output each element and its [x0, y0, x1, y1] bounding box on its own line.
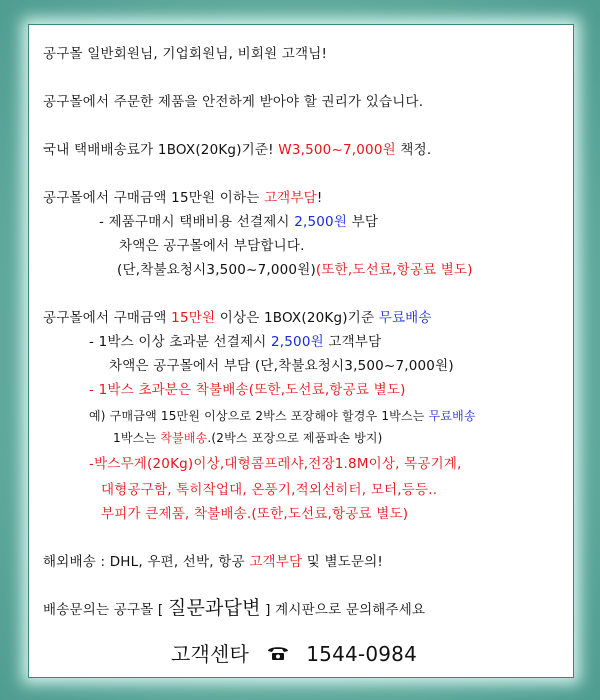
domestic-fee-line — [43, 141, 431, 159]
overseas-line — [43, 553, 383, 571]
domestic-price: W3,500~7,000원 — [278, 142, 396, 158]
inquiry-suffix: ] 계시판으로 문의해주세요 — [265, 602, 426, 618]
customer-center-label: 고객센타 — [171, 642, 250, 666]
under-l2-suffix: 부담 — [351, 214, 379, 230]
under-l1-prefix: 공구몰에서 구매금액 15만원 이하는 — [43, 190, 260, 206]
over-line-9: 부피가 큰제품, 착불배송.(또한,도선료,항공료 별도) — [101, 506, 409, 522]
under-l2-prefix: - 제품구매시 택배비용 선결제시 — [99, 214, 290, 230]
under-l1-suffix: ! — [316, 190, 323, 206]
overseas-prefix: 해외배송 : DHL, 우편, 선박, 항공 — [43, 554, 245, 570]
over-line-5 — [89, 407, 476, 425]
over-l1-threshold: 15만원 — [171, 310, 216, 326]
over-l6-cod: 착불배송 — [160, 431, 208, 445]
over-line-7: -박스무게(20Kg)이상,대형콤프레샤,전장1.8M이상, 목공기계, — [89, 456, 462, 472]
over-l1-free-shipping: 무료배송 — [378, 310, 432, 326]
phone-number[interactable]: 1544-0984 — [306, 642, 418, 666]
over-l5-example: 예) 구매금액 15만원 이상으로 2박스 포장해야 할경우 1박스는 — [89, 409, 425, 423]
over-l1-a: 공구몰에서 구매금액 — [43, 310, 167, 326]
over-l2-prefix: - 1박스 이상 초과분 선결제시 — [89, 334, 267, 350]
under-l4-cod-note: (단,착불요청시3,500~7,000원) — [117, 262, 316, 278]
shipping-notice-panel — [28, 24, 574, 678]
customer-center-line — [171, 642, 418, 666]
intro-text: 공구몰에서 주문한 제품을 안전하게 받아야 할 권리가 있습니다. — [43, 94, 424, 110]
under-l1-customer-charge: 고객부담 — [263, 190, 317, 206]
over-l2-amount: 2,500원 — [270, 334, 324, 350]
over-line-1 — [43, 309, 432, 327]
over-line-4: - 1박스 초과분은 착불배송(또한,도선료,항공료 별도) — [89, 382, 406, 398]
over-line-3: 차액은 공구몰에서 부담 (단,착불요청시3,500~7,000원) — [109, 358, 454, 374]
under-l2-amount: 2,500원 — [294, 214, 348, 230]
inquiry-line — [43, 599, 425, 619]
qna-board-link[interactable]: 질문과답변 — [167, 597, 261, 619]
overseas-suffix: 및 별도문의! — [306, 554, 384, 570]
greeting: 공구몰 일반회원님, 기업회원님, 비회원 고객님! — [43, 46, 328, 62]
over-l6-a: 1박스는 — [113, 431, 157, 445]
overseas-customer-charge: 고객부담 — [249, 554, 303, 570]
domestic-suffix: 책정. — [400, 142, 432, 158]
telephone-icon — [266, 645, 290, 663]
over-line-8: 대형공구함, 톡히작업대, 온풍기,적외선히터, 모터,등등.. — [101, 482, 438, 498]
under-line-4 — [117, 261, 473, 279]
under-line-1 — [43, 189, 323, 207]
under-line-2 — [99, 213, 378, 231]
over-line-6 — [113, 429, 383, 447]
under-line-3: 차액은 공구몰에서 부담합니다. — [119, 238, 305, 254]
over-l5-free-shipping: 무료배송 — [428, 409, 476, 423]
over-l6-b: .(2박스 포장으로 제품파손 방지) — [207, 431, 383, 445]
inquiry-prefix: 배송문의는 공구몰 [ — [43, 602, 164, 618]
over-l2-suffix: 고객부담 — [328, 334, 382, 350]
over-l1-b: 이상은 1BOX(20Kg)기준 — [219, 310, 375, 326]
under-l4-extra-fees: (또한,도선료,항공료 별도) — [315, 262, 473, 278]
domestic-prefix: 국내 택배배송료가 1BOX(20Kg)기준! — [43, 142, 274, 158]
over-line-2 — [89, 333, 381, 351]
